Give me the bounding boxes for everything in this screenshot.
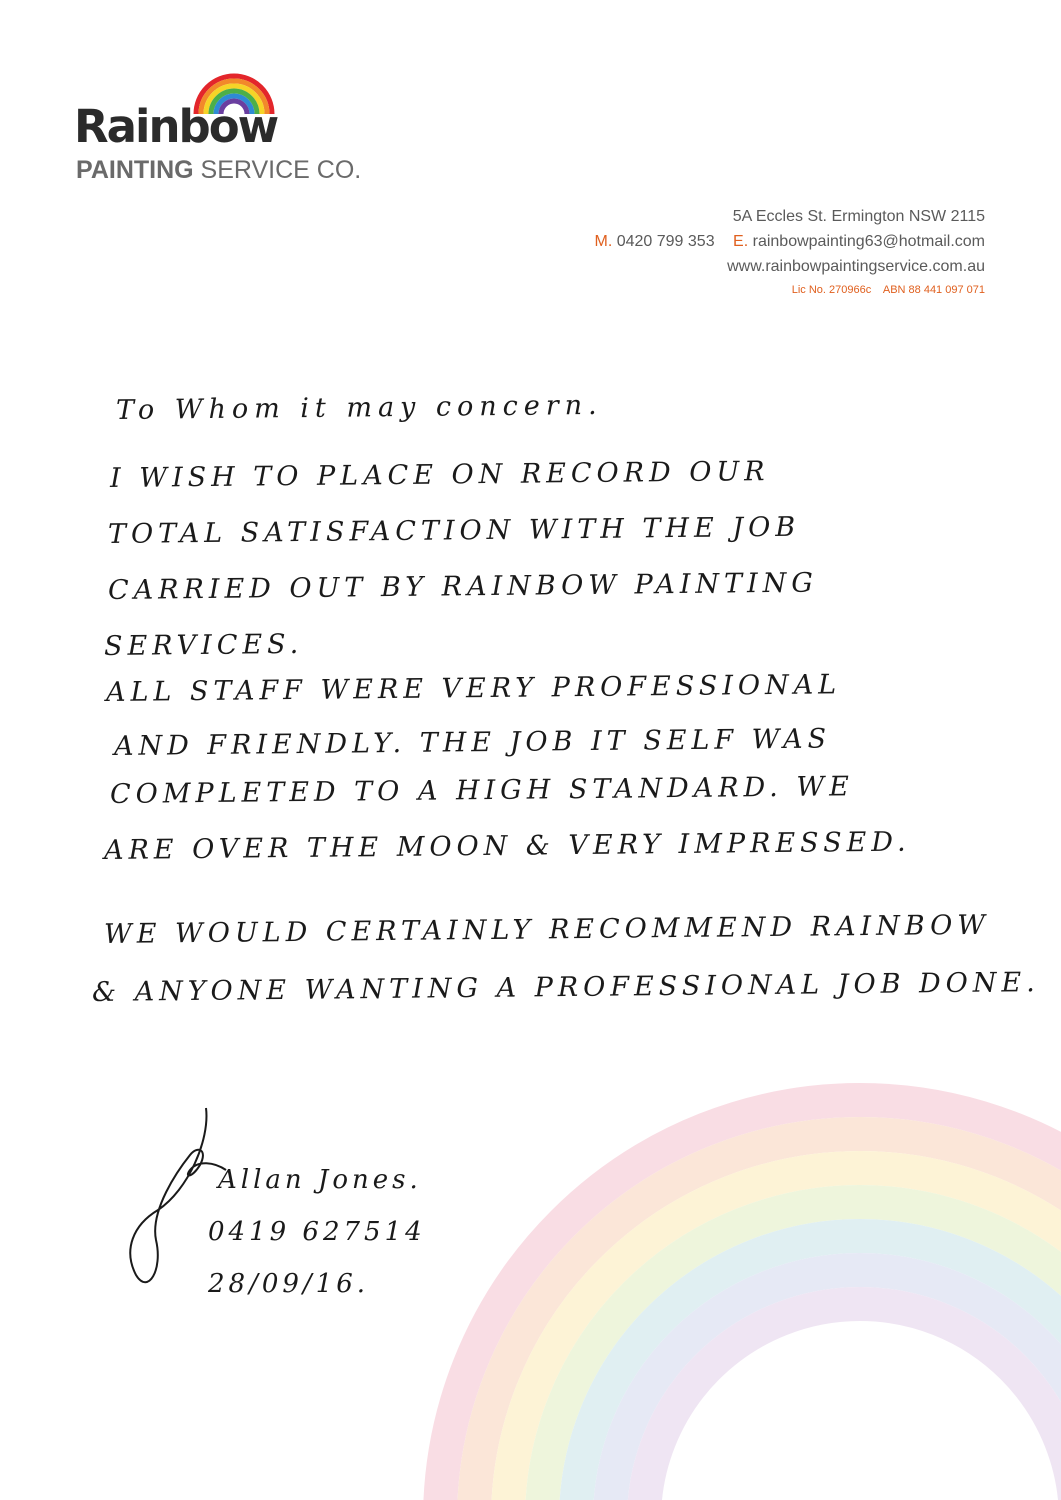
signer-phone: 0419 627514 [208,1217,426,1247]
letter-line: COMPLETED TO A HIGH STANDARD. WE [109,771,854,810]
signoff-date: 28/09/16. [208,1269,370,1299]
letter-line: ARE OVER THE MOON & VERY IMPRESSED. [103,826,911,866]
licence-line [425,281,985,299]
mobile-number: 0420 799 353 [616,233,715,250]
company-logo [74,72,374,192]
email-label: E. [733,233,749,250]
salutation: To Whom it may concern. [115,389,603,426]
address: 5A Eccles St. Ermington NSW 2115 [732,208,985,225]
website-link[interactable]: www.rainbowpaintingservice.com.au [727,258,985,275]
letter-line: AND FRIENDLY. THE JOB IT SELF WAS [113,723,832,762]
licence-number: Lic No. 270966c [791,284,872,296]
logo-subtitle [76,158,361,183]
letter-line: SERVICES. [103,628,304,662]
logo-sub-bold: PAINTING [76,156,194,184]
logo-sub-rest: SERVICE CO. [193,156,362,184]
letter-line: CARRIED OUT BY RAINBOW PAINTING [107,567,819,606]
letter-line: & ANYONE WANTING A PROFESSIONAL JOB DONE. [91,967,1040,1008]
signer-name: Allan Jones. [218,1165,422,1195]
abn-number: ABN 88 441 097 071 [882,284,985,296]
email-address[interactable]: rainbowpainting63@hotmail.com [752,233,985,250]
mobile-label: M. [594,233,613,250]
letter-line: ALL STAFF WERE VERY PROFESSIONAL [105,669,842,708]
letter-line: TOTAL SATISFACTION WITH THE JOB [107,511,801,550]
logo-brand-name: Rainbow [74,100,278,153]
letter-line: WE WOULD CERTAINLY RECOMMEND RAINBOW [103,909,991,950]
phone-email-line [425,229,985,254]
letter-line: I WISH TO PLACE ON RECORD OUR [109,456,770,494]
contact-block [425,204,985,299]
